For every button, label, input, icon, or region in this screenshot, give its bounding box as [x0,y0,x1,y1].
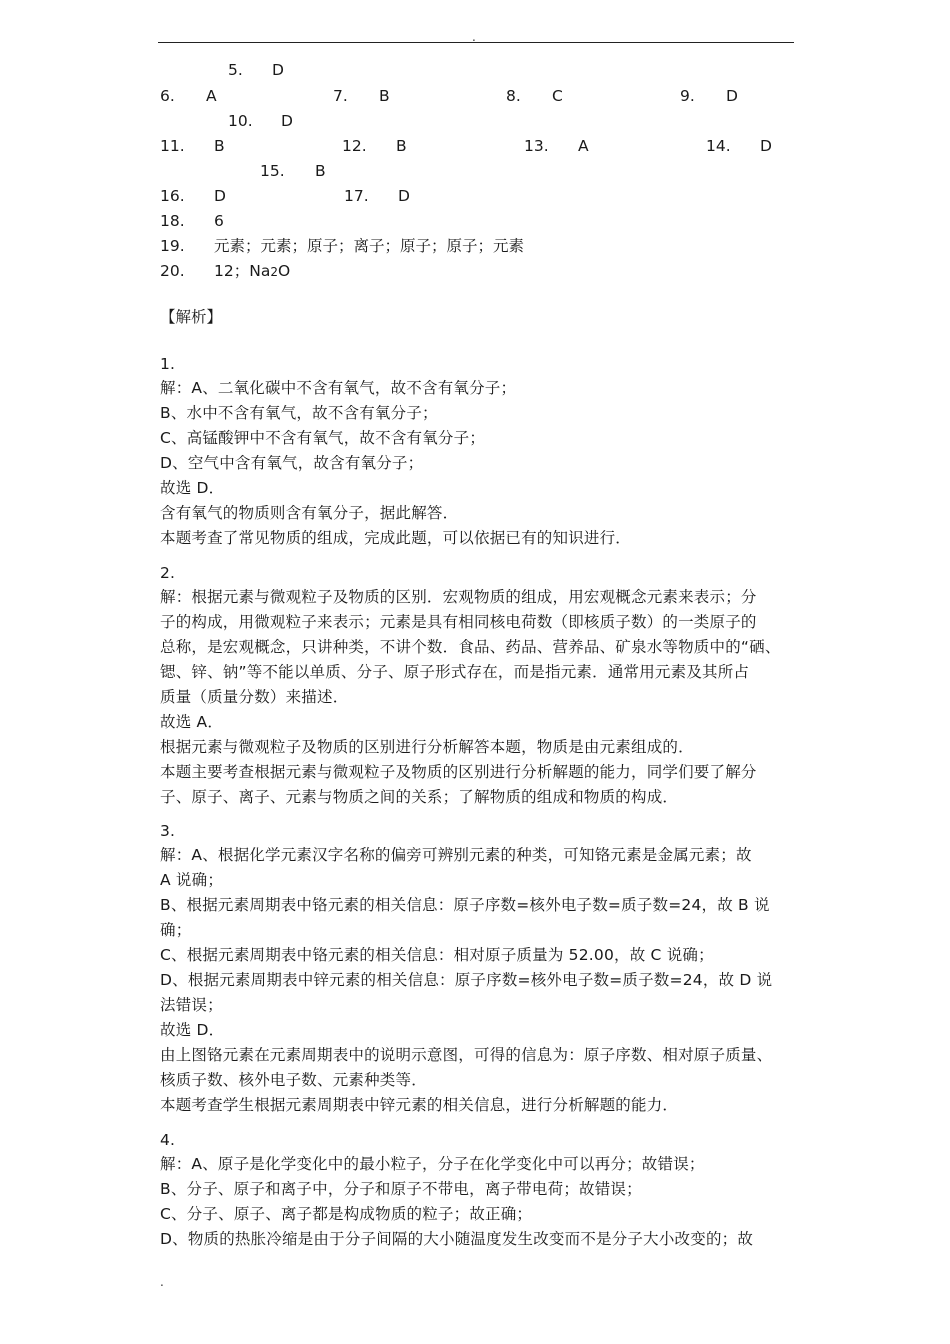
question-number: 9. [680,87,695,105]
answer-value: 6 [214,212,224,230]
text-line: 含有氧气的物质则含有氧分子，据此解答． [160,504,459,522]
formula-subscript: 2 [270,265,278,279]
text-line: 锶、锌、钠”等不能以单质、分子、原子形式存在，而是指元素．通常用元素及其所占 [160,663,750,681]
text-line: 核质子数、核外电子数、元素种类等． [160,1071,427,1089]
answer-value: D [760,137,772,155]
question-number: 10. [228,112,253,130]
text-line: 确； [160,921,192,939]
analysis-section-4 [160,1128,800,1252]
question-number: 18. [160,212,185,230]
text-line: 子的构成，用微观粒子来表示；元素是具有相同核电荷数（即核质子数）的一类原子的 [160,613,757,631]
analysis-section-2 [160,561,800,810]
answer-value: B [379,87,390,105]
text-line: B、水中不含有氧气，故不含有氧分子； [160,404,438,422]
analysis-section-3 [160,819,800,1118]
answer-value: D [214,187,226,205]
text-line: 质量（质量分数）来描述． [160,688,349,706]
answer-value: B [315,162,326,180]
answer-value: A [206,87,217,105]
text-line: 故选 D． [160,479,225,497]
question-number: 8. [506,87,521,105]
text-line: C、根据元素周期表中铬元素的相关信息：相对原子质量为 52.00，故 C 说确； [160,946,714,964]
text-line: 解：A、根据化学元素汉字名称的偏旁可辨别元素的种类，可知铬元素是金属元素；故 [160,846,752,864]
question-number: 13. [524,137,549,155]
formula-text: O [277,262,291,280]
text-line: 本题主要考查根据元素与微观粒子及物质的区别进行分析解题的能力，同学们要了解分 [160,763,757,781]
text-line: 由上图铬元素在元素周期表中的说明示意图，可得的信息为：原子序数、相对原子质量、 [160,1046,773,1064]
header-dot: . [472,30,476,44]
header-rule [158,42,794,43]
text-line: 故选 A． [160,713,224,731]
text-line: 根据元素与微观粒子及物质的区别进行分析解答本题，物质是由元素组成的． [160,738,694,756]
question-number: 16. [160,187,185,205]
question-number: 20. [160,262,185,280]
answer-value: D [272,61,284,79]
analysis-heading: 【解析】 [160,308,223,326]
section-number: 3. [160,822,176,840]
text-line: B、根据元素周期表中铬元素的相关信息：原子序数=核外电子数=质子数=24，故 B 说 [160,896,770,914]
section-number: 1. [160,355,176,373]
answer-value: B [396,137,407,155]
answer-value: D [398,187,410,205]
analysis-section-1 [160,352,800,551]
answer-value: 元素；元素；原子；离子；原子；原子；元素 [214,237,525,255]
text-line: 解：A、原子是化学变化中的最小粒子，分子在化学变化中可以再分；故错误； [160,1155,705,1173]
answer-value [214,261,290,282]
text-line: 本题考查学生根据元素周期表中锌元素的相关信息，进行分析解题的能力． [160,1096,679,1114]
formula-text: 12；Na [214,262,271,280]
question-number: 7. [333,87,348,105]
question-number: 15. [260,162,285,180]
question-number: 6. [160,87,175,105]
answer-value: B [214,137,225,155]
question-number: 5. [228,61,243,79]
text-line: A 说确； [160,871,224,889]
text-line: 解：A、二氧化碳中不含有氧气，故不含有氧分子； [160,379,517,397]
text-line: 子、原子、离子、元素与物质之间的关系；了解物质的组成和物质的构成． [160,788,679,806]
text-line: 法错误； [160,996,223,1014]
question-number: 11. [160,137,185,155]
question-number: 17. [344,187,369,205]
question-number: 19. [160,237,185,255]
footer-dot: . [160,1275,164,1289]
answer-value: C [552,87,563,105]
text-line: 解：根据元素与微观粒子及物质的区别．宏观物质的组成，用宏观概念元素来表示；分 [160,588,757,606]
question-number: 14. [706,137,731,155]
section-number: 4. [160,1131,176,1149]
section-number: 2. [160,564,176,582]
text-line: B、分子、原子和离子中，分子和原子不带电，离子带电荷；故错误； [160,1180,642,1198]
text-line: 本题考查了常见物质的组成，完成此题，可以依据已有的知识进行． [160,529,632,547]
answer-value: D [726,87,738,105]
answer-value: A [578,137,589,155]
text-line: 故选 D． [160,1021,225,1039]
text-line: D、物质的热胀冷缩是由于分子间隔的大小随温度发生改变而不是分子大小改变的；故 [160,1230,754,1248]
text-line: D、空气中含有氧气，故含有氧分子； [160,454,424,472]
text-line: C、分子、原子、离子都是构成物质的粒子；故正确； [160,1205,533,1223]
question-number: 12. [342,137,367,155]
answer-value: D [281,112,293,130]
text-line: D、根据元素周期表中锌元素的相关信息：原子序数=核外电子数=质子数=24，故 D 说 [160,971,773,989]
text-line: 总称，是宏观概念，只讲种类，不讲个数．食品、药品、营养品、矿泉水等物质中的“硒、 [160,638,781,656]
text-line: C、高锰酸钾中不含有氧气，故不含有氧分子； [160,429,486,447]
